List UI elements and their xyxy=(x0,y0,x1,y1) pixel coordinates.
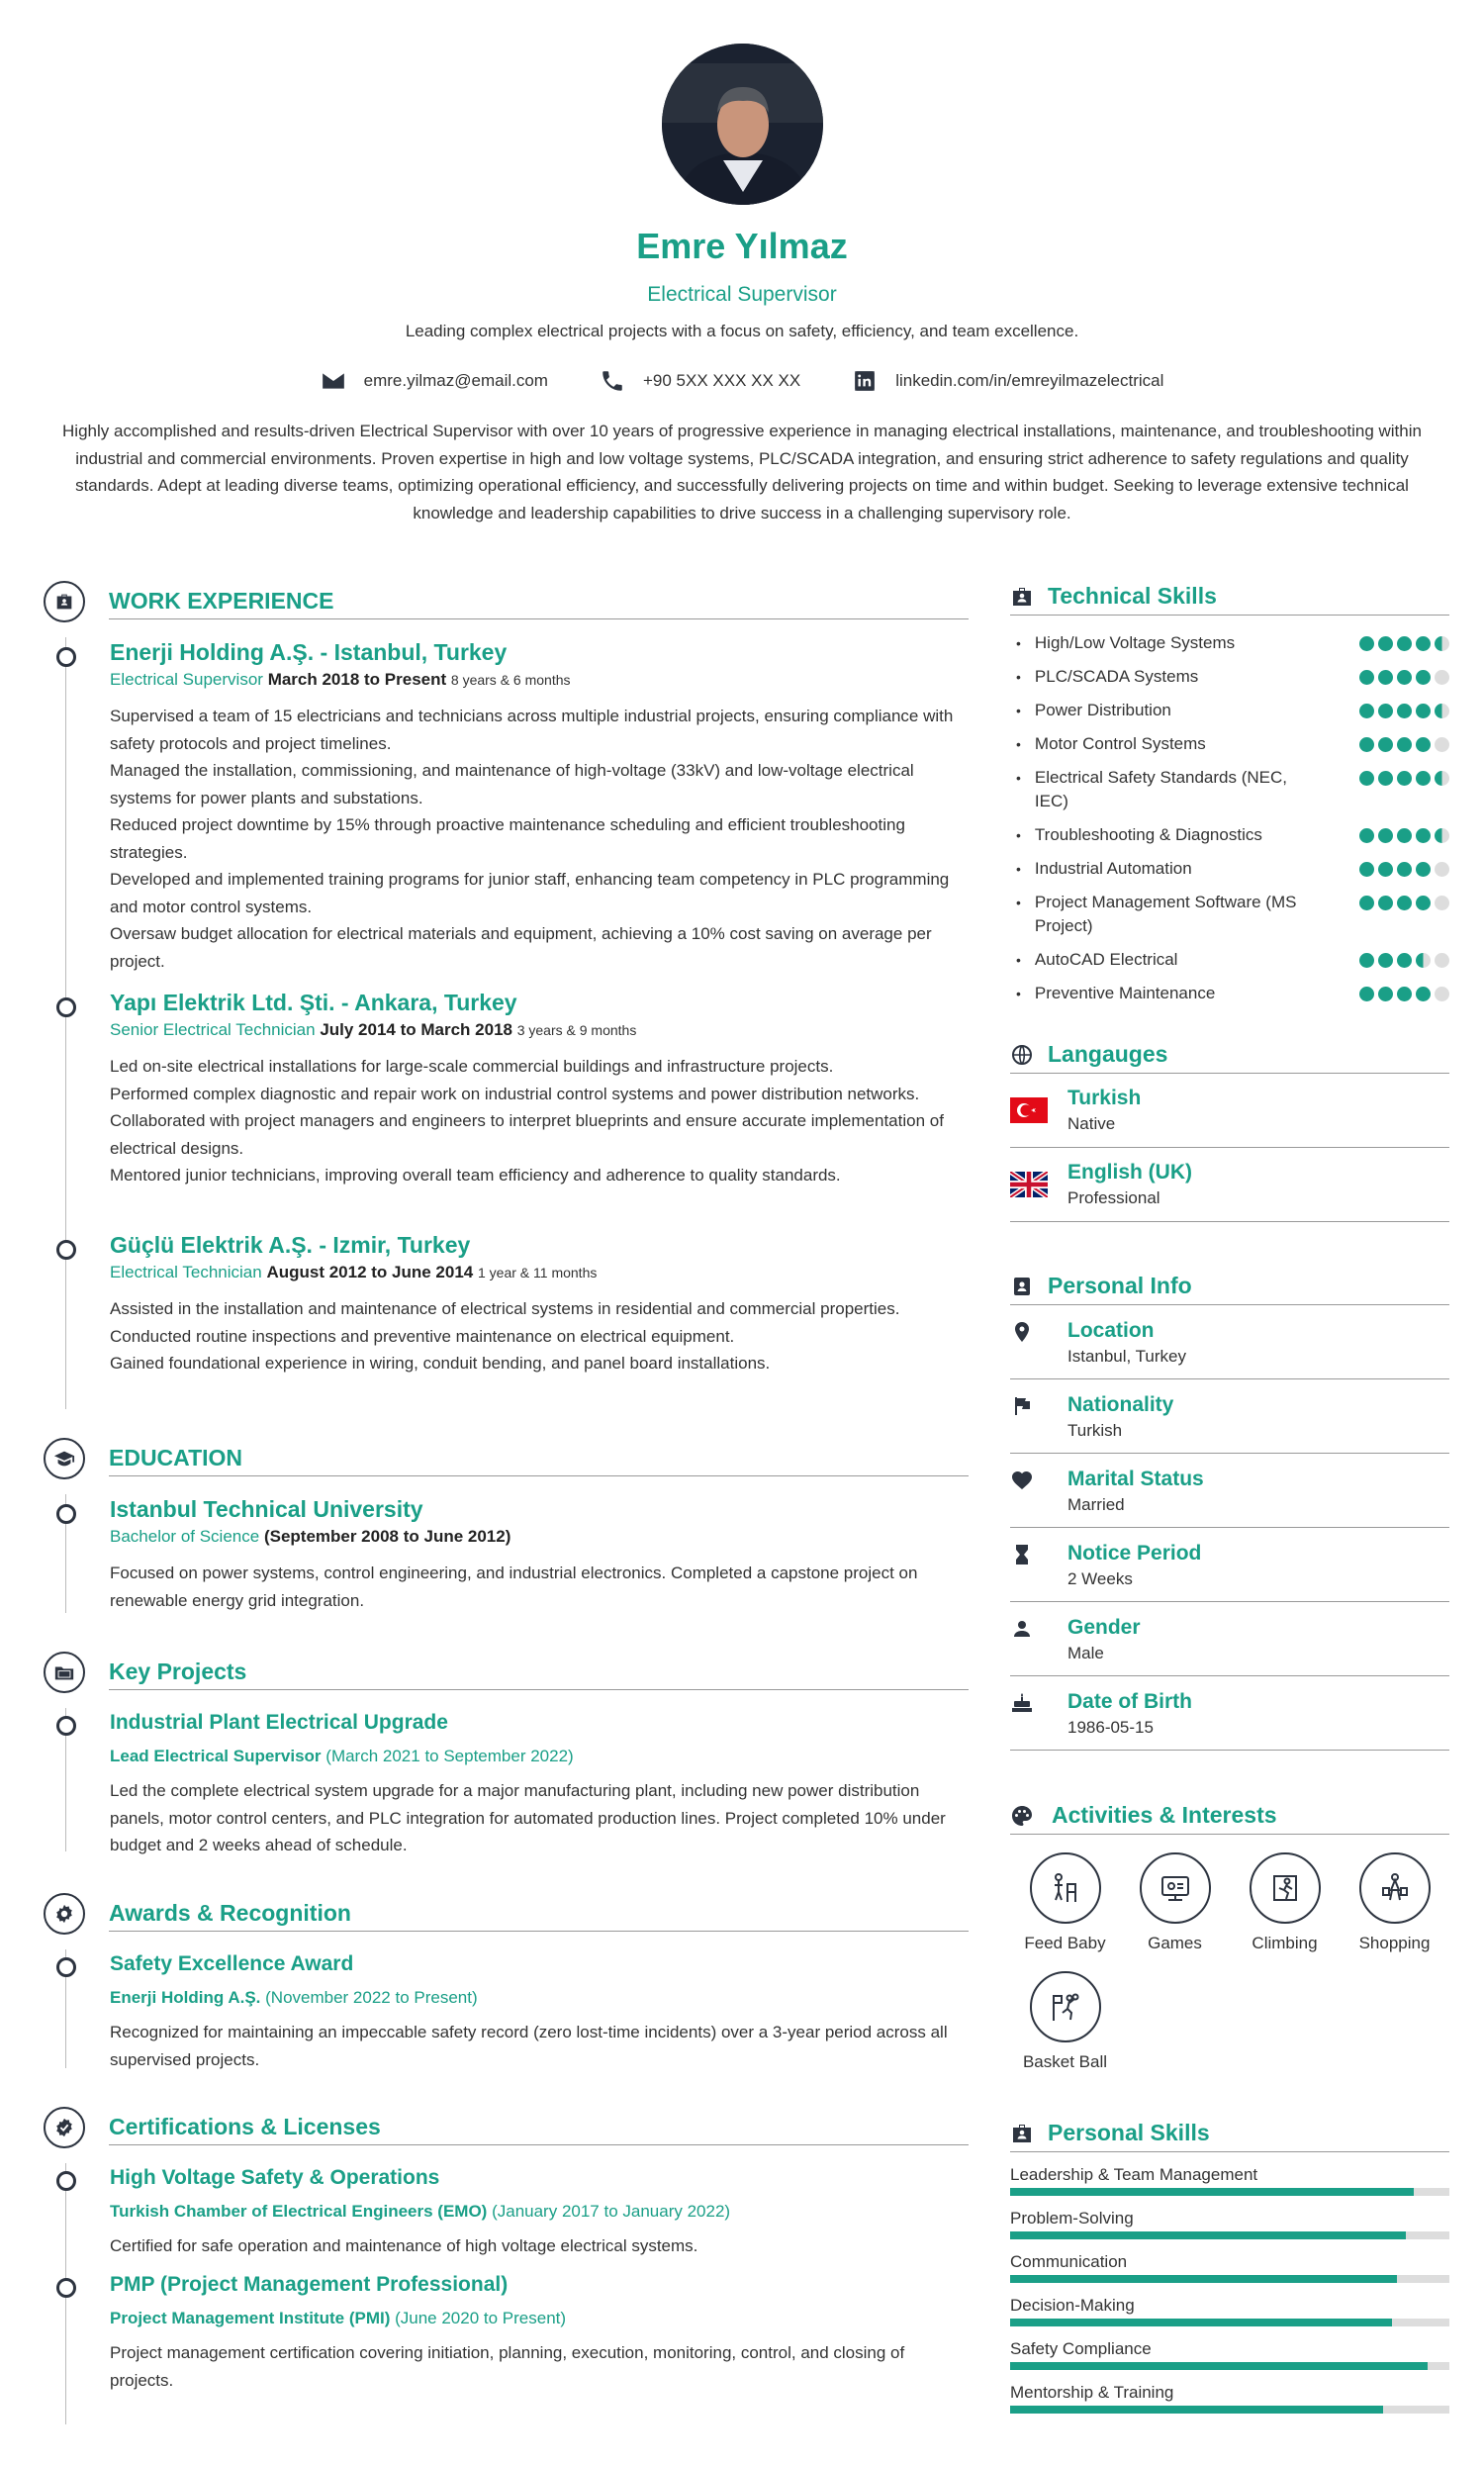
skill-name: Leadership & Team Management xyxy=(1010,2165,1258,2184)
technical-skill-item xyxy=(1010,948,1449,972)
technical-skill-item xyxy=(1010,823,1449,847)
timeline-dot xyxy=(56,1957,76,1977)
skill-rating xyxy=(1359,737,1449,752)
rating-dot xyxy=(1397,896,1412,910)
certifications-section xyxy=(44,2106,969,2424)
candidate-name: Emre Yılmaz xyxy=(636,226,848,266)
skill-rating xyxy=(1359,670,1449,685)
job-duration: 1 year & 11 months xyxy=(478,1265,598,1280)
job-bullet: Reduced project downtime by 15% through proactive maintenance scheduling and efficient troubleshooting strategies. xyxy=(110,815,905,862)
rating-dot xyxy=(1416,704,1431,718)
skill-rating xyxy=(1359,862,1449,877)
job-bullet: Gained foundational experience in wiring, conduit bending, and panel board installations. xyxy=(110,1354,771,1373)
rating-dot xyxy=(1359,737,1374,752)
rating-dot xyxy=(1359,862,1374,877)
skill-name-wrap xyxy=(1016,982,1313,1005)
timeline-dot xyxy=(56,1504,76,1524)
rating-dot xyxy=(1359,771,1374,786)
info-label: Location xyxy=(1067,1319,1155,1342)
activity-basket-ball xyxy=(1010,1971,1120,2072)
skill-bar xyxy=(1010,2406,1449,2414)
rating-dot xyxy=(1416,771,1431,786)
phone-text: +90 5XX XXX XX XX xyxy=(642,371,801,390)
bullet-icon: • xyxy=(1016,895,1021,910)
skill-name-wrap xyxy=(1016,948,1313,972)
skill-bar xyxy=(1010,2319,1449,2326)
timeline-dot xyxy=(56,2171,76,2191)
bullet-icon: • xyxy=(1016,986,1021,1001)
rating-dot xyxy=(1397,737,1412,752)
skill-name: Project Management Software (MS Project) xyxy=(1034,893,1297,935)
award-org: Enerji Holding A.Ş. xyxy=(110,1988,261,2007)
job-description xyxy=(110,1053,970,1189)
skill-name: Power Distribution xyxy=(1034,701,1171,719)
rating-dot xyxy=(1435,670,1449,685)
rating-dot xyxy=(1397,953,1412,968)
personal-skill-item xyxy=(1010,2251,1449,2283)
technical-skill-item xyxy=(1010,732,1449,756)
technical-skill-item xyxy=(1010,631,1449,655)
info-value: 1986-05-15 xyxy=(1067,1718,1154,1737)
rating-dot xyxy=(1359,636,1374,651)
briefcase-icon xyxy=(44,581,85,622)
phone-contact[interactable] xyxy=(600,368,800,394)
skill-bar-fill xyxy=(1010,2275,1397,2283)
bullet-icon: • xyxy=(1016,635,1021,651)
school-name: Istanbul Technical University xyxy=(110,1496,423,1522)
rating-dot xyxy=(1378,737,1393,752)
heart-icon xyxy=(1010,1469,1034,1492)
technical-skill-item xyxy=(1010,665,1449,689)
activity-label: Climbing xyxy=(1252,1934,1318,1952)
skill-bar-fill xyxy=(1010,2231,1406,2239)
rating-dot xyxy=(1435,896,1449,910)
linkedin-text: linkedin.com/in/emreyilmazelectrical xyxy=(895,371,1164,390)
rating-dot xyxy=(1378,862,1393,877)
project-dates: (March 2021 to September 2022) xyxy=(325,1747,574,1765)
info-label: Marital Status xyxy=(1067,1468,1204,1490)
activities-section xyxy=(1010,1797,1449,2090)
cert-name: PMP (Project Management Professional) xyxy=(110,2273,509,2296)
degree: Bachelor of Science xyxy=(110,1527,260,1546)
timeline-dot xyxy=(56,997,76,1017)
bullet-icon: • xyxy=(1016,736,1021,752)
info-label: Date of Birth xyxy=(1067,1690,1192,1713)
language-item xyxy=(1010,1148,1449,1222)
skill-bar-fill xyxy=(1010,2362,1428,2370)
skill-name: Electrical Safety Standards (NEC, IEC) xyxy=(1034,768,1288,810)
job-duration: 8 years & 6 months xyxy=(450,672,571,688)
timeline-dot xyxy=(56,1240,76,1260)
language-level: Native xyxy=(1067,1114,1116,1133)
section-title: Certifications & Licenses xyxy=(109,2110,969,2145)
technical-skill-item xyxy=(1010,857,1449,881)
skill-rating xyxy=(1359,828,1449,843)
rating-dot xyxy=(1416,953,1431,968)
skill-rating xyxy=(1359,636,1449,651)
palette-icon xyxy=(1010,1804,1034,1828)
technical-skill-item xyxy=(1010,766,1449,813)
contact-card-icon xyxy=(1010,1275,1034,1298)
skill-name-wrap xyxy=(1016,766,1313,813)
info-value: Istanbul, Turkey xyxy=(1067,1347,1187,1366)
job-dates: August 2012 to June 2014 xyxy=(266,1263,474,1281)
rating-dot xyxy=(1397,987,1412,1001)
job-duration: 3 years & 9 months xyxy=(516,1022,637,1038)
activities-grid xyxy=(1010,1852,1449,2090)
job-company: Güçlü Elektrik A.Ş. - Izmir, Turkey xyxy=(110,1232,471,1258)
award-meta xyxy=(110,1985,969,2011)
technical-skill-item xyxy=(1010,891,1449,938)
games-icon xyxy=(1156,1868,1195,1908)
turkey-flag xyxy=(1010,1097,1048,1123)
cert-meta xyxy=(110,2306,970,2331)
activity-label: Games xyxy=(1148,1934,1202,1952)
activity-shopping xyxy=(1340,1852,1449,1953)
languages-section xyxy=(1010,1036,1449,1222)
technical-skill-item xyxy=(1010,982,1449,1005)
job-bullet: Assisted in the installation and maintenance of electrical systems in residential and commercial properties. xyxy=(110,1299,900,1318)
project-meta xyxy=(110,1744,969,1769)
job-description xyxy=(110,1295,970,1377)
rating-dot xyxy=(1416,862,1431,877)
skill-bar-fill xyxy=(1010,2188,1414,2196)
bullet-icon: • xyxy=(1016,861,1021,877)
language-name: Turkish xyxy=(1067,1087,1142,1109)
activity-games xyxy=(1120,1852,1230,1953)
rating-dot xyxy=(1397,862,1412,877)
skill-rating xyxy=(1359,704,1449,718)
rating-dot xyxy=(1397,636,1412,651)
rating-dot xyxy=(1359,670,1374,685)
email-contact[interactable] xyxy=(321,368,548,394)
linkedin-icon xyxy=(852,368,878,394)
personal-info-item xyxy=(1010,1305,1449,1379)
awards-section xyxy=(44,1892,969,2068)
personal-info-item xyxy=(1010,1602,1449,1676)
skill-rating xyxy=(1359,953,1449,968)
degree-meta xyxy=(110,1524,969,1550)
timeline-dot xyxy=(56,1716,76,1736)
skill-rating xyxy=(1359,896,1449,910)
section-title: Langauges xyxy=(1048,1041,1168,1067)
rating-dot xyxy=(1416,828,1431,843)
skill-bar xyxy=(1010,2231,1449,2239)
rating-dot xyxy=(1359,896,1374,910)
cert-org: Turkish Chamber of Electrical Engineers (EMO) xyxy=(110,2202,488,2221)
left-column xyxy=(44,580,969,2390)
job-entry xyxy=(66,637,970,975)
bullet-icon: • xyxy=(1016,952,1021,968)
skill-name: High/Low Voltage Systems xyxy=(1034,633,1236,652)
section-title: WORK EXPERIENCE xyxy=(109,584,969,619)
project-description: Led the complete electrical system upgrade for a major manufacturing plant, including new power distribution panels, motor control centers, and PLC integration for automated production lines. Project completed 10% under budget and 2 weeks ahead of schedule. xyxy=(110,1781,946,1854)
linkedin-contact[interactable] xyxy=(852,368,1163,394)
email-icon xyxy=(321,368,346,394)
basketball-icon xyxy=(1046,1987,1085,2027)
job-entry xyxy=(66,988,970,1189)
person-icon xyxy=(1010,1617,1034,1641)
skill-bar xyxy=(1010,2275,1449,2283)
technical-skill-item xyxy=(1010,699,1449,722)
job-meta xyxy=(110,1260,970,1285)
activity-label: Feed Baby xyxy=(1024,1934,1106,1952)
rating-dot xyxy=(1416,670,1431,685)
activity-label: Basket Ball xyxy=(1022,2052,1108,2071)
personal-skill-item xyxy=(1010,2382,1449,2414)
bullet-icon: • xyxy=(1016,703,1021,718)
rating-dot xyxy=(1435,953,1449,968)
job-bullet: Led on-site electrical installations for large-scale commercial buildings and infrastructure projects. xyxy=(110,1057,834,1076)
rating-dot xyxy=(1435,987,1449,1001)
right-column xyxy=(1010,578,1449,2402)
personal-info-section xyxy=(1010,1268,1449,1751)
skill-rating xyxy=(1359,771,1449,786)
bullet-icon: • xyxy=(1016,669,1021,685)
technical-skills-list xyxy=(1010,631,1449,1005)
cake-icon xyxy=(1010,1691,1034,1715)
project-role: Lead Electrical Supervisor xyxy=(110,1747,322,1765)
section-title: Personal Info xyxy=(1048,1273,1192,1298)
rating-dot xyxy=(1397,771,1412,786)
rating-dot xyxy=(1416,987,1431,1001)
skill-name-wrap xyxy=(1016,823,1313,847)
uk-flag xyxy=(1010,1172,1048,1197)
skill-name-wrap xyxy=(1016,665,1313,689)
contact-bar xyxy=(0,368,1484,394)
rating-dot xyxy=(1359,704,1374,718)
job-entry xyxy=(66,1230,970,1377)
folder-icon xyxy=(44,1652,85,1693)
email-text: emre.yilmaz@email.com xyxy=(363,371,548,390)
award-name: Safety Excellence Award xyxy=(110,1952,354,1975)
skill-name-wrap xyxy=(1016,857,1313,881)
job-meta xyxy=(110,1017,970,1043)
certification-entry xyxy=(66,2270,970,2394)
cert-dates: (January 2017 to January 2022) xyxy=(492,2202,731,2221)
job-dates: July 2014 to March 2018 xyxy=(320,1020,512,1039)
rating-dot xyxy=(1378,670,1393,685)
activity-label: Shopping xyxy=(1358,1934,1431,1952)
certification-entry xyxy=(66,2163,970,2260)
info-value: Male xyxy=(1067,1644,1104,1662)
rating-dot xyxy=(1359,828,1374,843)
personal-skill-item xyxy=(1010,2338,1449,2370)
project-name: Industrial Plant Electrical Upgrade xyxy=(110,1711,448,1734)
skill-name: Mentorship & Training xyxy=(1010,2383,1174,2402)
award-gear-icon xyxy=(44,1893,85,1935)
skill-bar xyxy=(1010,2188,1449,2196)
section-title: Technical Skills xyxy=(1048,583,1217,609)
cert-name: High Voltage Safety & Operations xyxy=(110,2166,440,2189)
section-title: Awards & Recognition xyxy=(109,1896,969,1932)
education-entry xyxy=(66,1494,969,1614)
rating-dot xyxy=(1435,771,1449,786)
work-experience-section xyxy=(44,580,969,1409)
award-dates: (November 2022 to Present) xyxy=(265,1988,478,2007)
globe-icon xyxy=(1010,1043,1034,1067)
rating-dot xyxy=(1397,828,1412,843)
rating-dot xyxy=(1435,862,1449,877)
personal-info-item xyxy=(1010,1379,1449,1454)
personal-info-item xyxy=(1010,1676,1449,1751)
job-bullet: Managed the installation, commissioning, and maintenance of high-voltage (33kV) and low-voltage electrical systems for power plants and substations. xyxy=(110,761,914,807)
job-bullet: Oversaw budget allocation for electrical materials and equipment, achieving a 10% cost saving on average per project. xyxy=(110,924,932,971)
job-bullet: Developed and implemented training programs for junior staff, enhancing team competency in PLC programming and motor control systems. xyxy=(110,870,950,916)
job-bullet: Supervised a team of 15 electricians and technicians across multiple industrial projects, ensuring compliance with safety protocols and project timelines. xyxy=(110,707,954,753)
rating-dot xyxy=(1359,953,1374,968)
tagline: Leading complex electrical projects with a focus on safety, efficiency, and team excellence. xyxy=(405,322,1079,340)
graduation-cap-icon xyxy=(44,1438,85,1479)
skill-name: Problem-Solving xyxy=(1010,2209,1134,2228)
flag-icon xyxy=(1010,1394,1034,1418)
info-value: 2 Weeks xyxy=(1067,1569,1133,1588)
key-projects-section xyxy=(44,1651,969,1854)
personal-skills-list xyxy=(1010,2164,1449,2414)
award-description: Recognized for maintaining an impeccable safety record (zero lost-time incidents) over a 3-year period across all supervised projects. xyxy=(110,2023,948,2069)
technical-skills-section xyxy=(1010,578,1449,1005)
avatar xyxy=(662,44,823,205)
info-value: Married xyxy=(1067,1495,1125,1514)
rating-dot xyxy=(1378,771,1393,786)
job-bullet: Performed complex diagnostic and repair work on industrial control systems and power distribution networks. xyxy=(110,1084,920,1103)
personal-skill-item xyxy=(1010,2295,1449,2326)
education-section xyxy=(44,1437,969,1613)
job-position: Senior Electrical Technician xyxy=(110,1020,316,1039)
rating-dot xyxy=(1378,987,1393,1001)
activity-climbing xyxy=(1230,1852,1340,1953)
rating-dot xyxy=(1435,636,1449,651)
skill-name-wrap xyxy=(1016,631,1313,655)
job-bullet: Conducted routine inspections and preventive maintenance on electrical equipment. xyxy=(110,1326,735,1346)
candidate-role: Electrical Supervisor xyxy=(647,283,837,306)
skill-name: Safety Compliance xyxy=(1010,2339,1152,2358)
personal-info-item xyxy=(1010,1454,1449,1528)
timeline-dot xyxy=(56,2278,76,2298)
info-label: Nationality xyxy=(1067,1393,1174,1416)
info-label: Notice Period xyxy=(1067,1542,1202,1564)
climbing-icon xyxy=(1265,1868,1305,1908)
rating-dot xyxy=(1378,828,1393,843)
phone-icon xyxy=(600,368,625,394)
bullet-icon: • xyxy=(1016,770,1021,786)
job-dates: March 2018 to Present xyxy=(267,670,447,689)
job-company: Enerji Holding A.Ş. - Istanbul, Turkey xyxy=(110,639,508,665)
cert-description: Certified for safe operation and maintenance of high voltage electrical systems. xyxy=(110,2236,698,2255)
language-level: Professional xyxy=(1067,1188,1160,1207)
personal-skill-item xyxy=(1010,2164,1449,2196)
skill-name: Troubleshooting & Diagnostics xyxy=(1034,825,1262,844)
education-dates: (September 2008 to June 2012) xyxy=(263,1527,511,1546)
shopping-icon xyxy=(1375,1868,1415,1908)
cert-org: Project Management Institute (PMI) xyxy=(110,2309,391,2327)
id-badge-icon xyxy=(1010,2122,1034,2145)
personal-skills-section xyxy=(1010,2115,1449,2414)
skill-name: PLC/SCADA Systems xyxy=(1034,667,1199,686)
skill-rating xyxy=(1359,987,1449,1001)
rating-dot xyxy=(1416,737,1431,752)
rating-dot xyxy=(1435,737,1449,752)
location-pin-icon xyxy=(1010,1320,1034,1344)
personal-info-item xyxy=(1010,1528,1449,1602)
info-label: Gender xyxy=(1067,1616,1141,1639)
rating-dot xyxy=(1397,704,1412,718)
rating-dot xyxy=(1435,704,1449,718)
award-entry xyxy=(66,1949,969,2073)
section-title: Key Projects xyxy=(109,1655,969,1690)
job-position: Electrical Supervisor xyxy=(110,670,263,689)
job-company: Yapı Elektrik Ltd. Şti. - Ankara, Turkey xyxy=(110,990,517,1015)
skill-bar xyxy=(1010,2362,1449,2370)
bullet-icon: • xyxy=(1016,827,1021,843)
rating-dot xyxy=(1378,953,1393,968)
education-description: Focused on power systems, control engineering, and industrial electronics. Completed a capstone project on renewable energy grid integration. xyxy=(110,1564,918,1610)
rating-dot xyxy=(1397,670,1412,685)
skill-name: Preventive Maintenance xyxy=(1034,984,1216,1002)
personal-skill-item xyxy=(1010,2208,1449,2239)
language-name: English (UK) xyxy=(1067,1161,1192,1184)
job-bullet: Mentored junior technicians, improving overall team efficiency and adherence to quality standards. xyxy=(110,1166,841,1185)
skill-name: AutoCAD Electrical xyxy=(1034,950,1178,969)
rating-dot xyxy=(1435,828,1449,843)
rating-dot xyxy=(1378,896,1393,910)
skill-name-wrap xyxy=(1016,732,1313,756)
info-value: Turkish xyxy=(1067,1421,1123,1440)
hourglass-icon xyxy=(1010,1543,1034,1566)
skill-name: Communication xyxy=(1010,2252,1128,2271)
activity-feed-baby xyxy=(1010,1852,1120,1953)
profile-summary: Highly accomplished and results-driven Electrical Supervisor with over 10 years of progressive experience in managing electrical installations, maintenance, and troubleshooting within industrial and commercial environments. Proven expertise in high and low voltage systems, PLC/SCADA integration, and ensuring strict adherence to safety regulations and quality standards. Adept at leading diverse teams, optimizing operational efficiency, and successfully delivering projects on time and within budget. Seeking to leverage extensive technical knowledge and leadership capabilities to drive success in a challenging supervisory role. xyxy=(62,422,1422,522)
job-bullet: Collaborated with project managers and engineers to interpret blueprints and ensure accurate implementation of electrical designs. xyxy=(110,1111,944,1158)
rating-dot xyxy=(1359,987,1374,1001)
cert-dates: (June 2020 to Present) xyxy=(395,2309,567,2327)
skill-name: Industrial Automation xyxy=(1034,859,1192,878)
skill-bar-fill xyxy=(1010,2406,1383,2414)
job-meta xyxy=(110,667,970,693)
rating-dot xyxy=(1416,896,1431,910)
skill-name-wrap xyxy=(1016,699,1313,722)
timeline-dot xyxy=(56,647,76,667)
rating-dot xyxy=(1416,636,1431,651)
skill-name: Decision-Making xyxy=(1010,2296,1135,2315)
certificate-badge-icon xyxy=(44,2107,85,2148)
skill-bar-fill xyxy=(1010,2319,1392,2326)
section-title: Personal Skills xyxy=(1048,2120,1210,2145)
skill-name: Motor Control Systems xyxy=(1034,734,1206,753)
job-description xyxy=(110,703,970,975)
cert-description: Project management certification covering initiation, planning, execution, monitoring, control, and closing of projects. xyxy=(110,2343,905,2390)
job-position: Electrical Technician xyxy=(110,1263,262,1281)
language-item xyxy=(1010,1074,1449,1148)
project-entry xyxy=(66,1708,969,1859)
cert-meta xyxy=(110,2199,970,2225)
rating-dot xyxy=(1378,704,1393,718)
skill-name-wrap xyxy=(1016,891,1313,938)
feed-baby-icon xyxy=(1046,1868,1085,1908)
id-badge-icon xyxy=(1010,585,1034,609)
section-title: Activities & Interests xyxy=(1052,1802,1277,1828)
section-title: EDUCATION xyxy=(109,1441,969,1476)
rating-dot xyxy=(1378,636,1393,651)
